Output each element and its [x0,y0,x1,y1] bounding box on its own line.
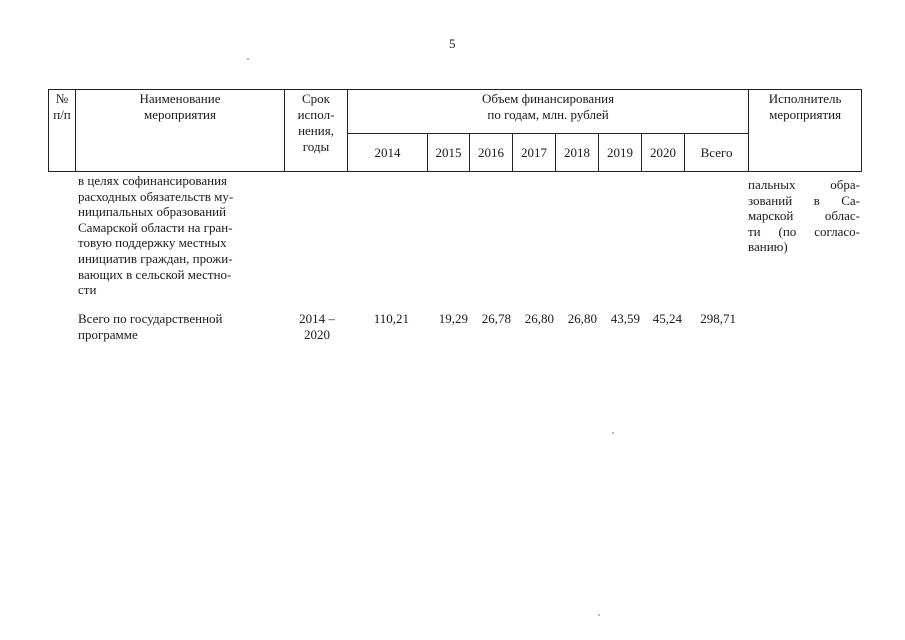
header-term [285,90,348,172]
text-line: программе [78,326,138,342]
total-row-term [285,311,349,342]
text-line: сти [78,282,97,298]
scan-speck [247,58,249,60]
header-executor [749,90,862,172]
text-line: Самарской области на гран- [78,219,233,235]
header-name [76,90,285,172]
continuation-executor [748,177,860,255]
scan-speck [612,432,614,434]
header-num [49,90,76,172]
header-year: 2017 [513,134,556,172]
text-line: расходных обязательств му- [78,188,234,204]
header-year: 2016 [470,134,513,172]
total-value: 110,21 [373,311,409,326]
total-value: 298,71 [700,311,736,326]
header-total: Всего [685,134,749,172]
text-line: марской облас- [748,208,860,224]
total-value: 26,80 [524,311,554,326]
text-line: зований в Са- [748,192,860,208]
text-line: ти (по согласо- [748,223,860,239]
header-year: 2019 [599,134,642,172]
total-value: 19,29 [438,311,468,326]
text-line: в целях софинансирования [78,173,228,188]
header-year: 2018 [556,134,599,172]
text-line: товую поддержку местных [78,235,227,251]
total-value: 45,24 [652,311,682,326]
continuation-name [78,173,264,298]
text-line: Всего по государственной [78,311,223,326]
total-value: 26,80 [567,311,597,326]
header-financing-text: Объем финансирования по годам, млн. рублей [482,91,615,122]
header-num-text: № п/п [53,91,71,122]
total-value: 43,59 [610,311,640,326]
total-row-name [78,311,268,342]
table-header [48,89,862,172]
text-line: пальных обра- [748,177,860,192]
text-line: вающих в сельской местно- [78,266,232,282]
total-value: 26,78 [481,311,511,326]
text-line: 2014 – [299,311,335,326]
header-year: 2015 [428,134,470,172]
text-line: ниципальных образований [78,204,227,220]
text-line: ванию) [748,239,788,255]
text-line: 2020 [304,326,330,342]
header-year: 2014 [348,134,428,172]
header-term-text: Срок испол-нения, годы [297,91,335,154]
header-executor-text: Исполнитель мероприятия [768,91,842,122]
scan-speck [598,614,600,616]
header-name-text: Наименование мероприятия [139,91,221,122]
text-line: инициатив граждан, прожи- [78,250,233,266]
header-financing [348,90,749,134]
page-number: 5 [449,36,456,51]
header-year: 2020 [642,134,685,172]
